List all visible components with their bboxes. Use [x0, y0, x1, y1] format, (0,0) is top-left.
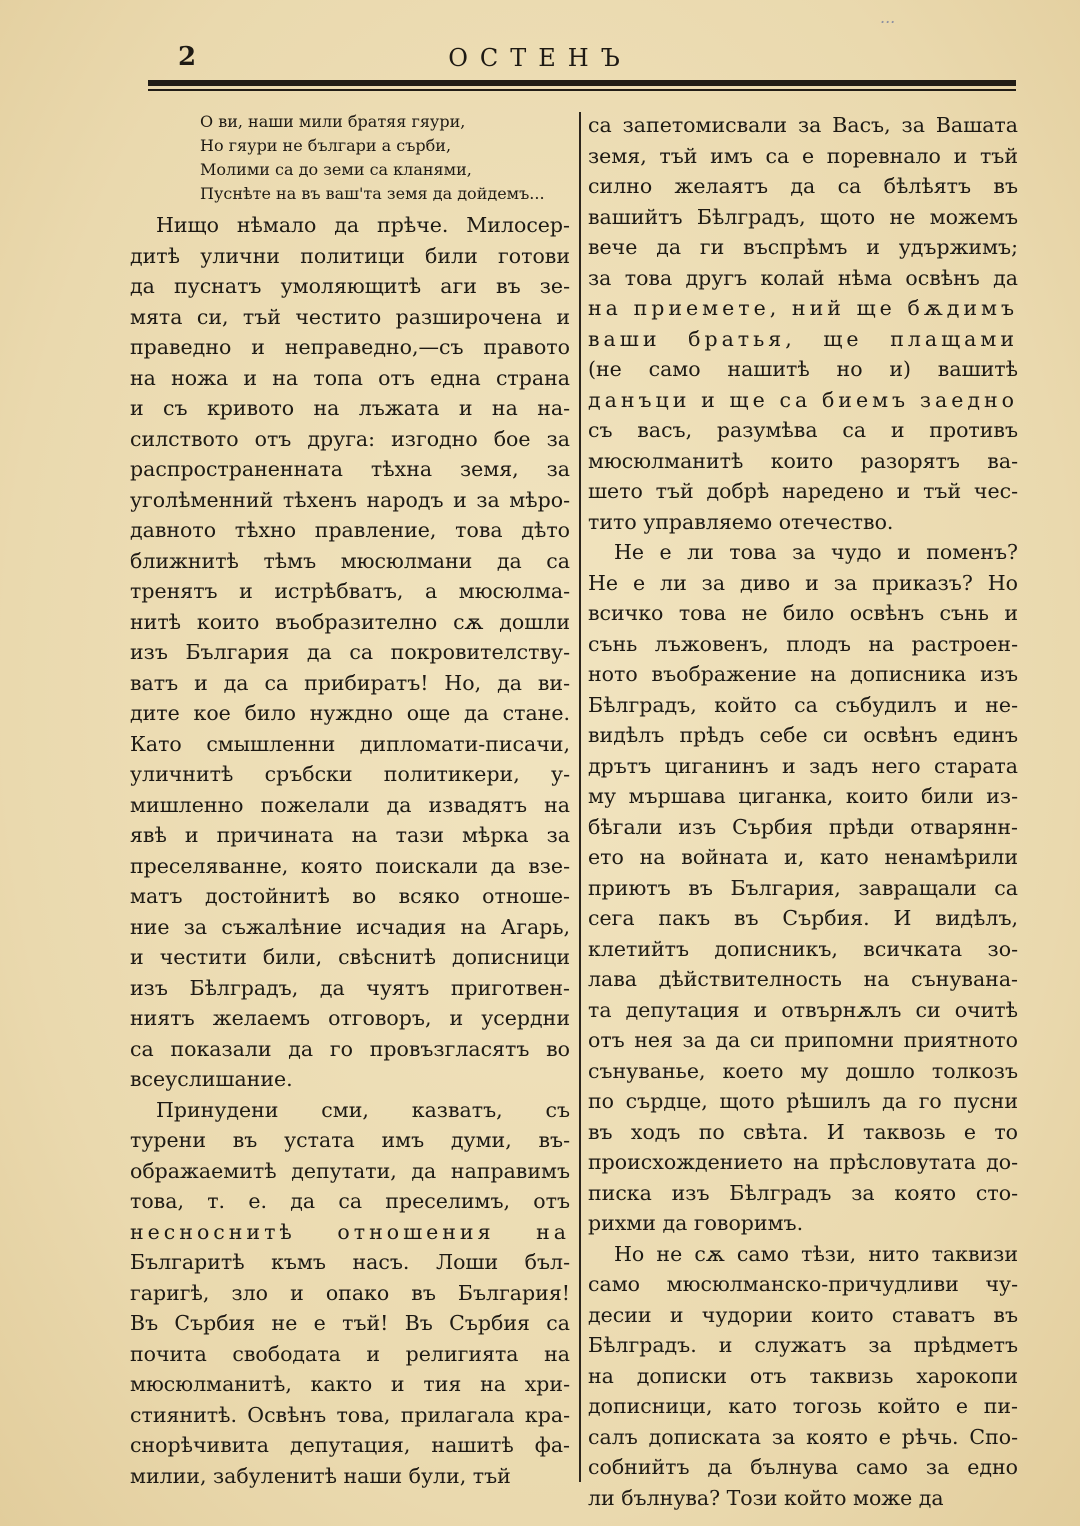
- text-line: преселяванне, която поискали да взе-: [130, 853, 570, 878]
- text-line: Въ Сърбия не е тъй! Въ Сърбия са: [130, 1311, 570, 1335]
- text-line: на ножа и на топа отъ една страна: [130, 365, 570, 390]
- text-line: Бѣлградъ, който са събудилъ и не-: [588, 692, 1018, 717]
- text-line: мята си, тъй честито разширочена и: [130, 304, 570, 329]
- text-line: ето на войната и, като ненамѣрили: [588, 845, 1018, 869]
- text-line: шето тъй добрѣ наредено и тъй чес-: [588, 479, 1018, 503]
- poem-stanza: [200, 110, 570, 206]
- text-line: происхождението на прѣсловутата до-: [588, 1150, 1018, 1174]
- text-line: земя, тъй имъ са е поревнало и тъй: [588, 143, 1018, 168]
- poem-line: Молими са до земи са кланями,: [200, 160, 472, 179]
- text-line: бѣгали изъ Сърбия прѣди отварянн-: [588, 814, 1018, 839]
- right-column-text: [588, 110, 1018, 1513]
- text-line: по сърдце, щото рѣшилъ да го пусни: [588, 1089, 1018, 1113]
- text-line: и честити били, свѣснитѣ дописници: [130, 945, 570, 969]
- text-line: мюсюлманитѣ, както и тия на хри-: [130, 1372, 570, 1396]
- text-line: почита свободата и религията на: [130, 1341, 570, 1366]
- text-line: распространенната тѣхна земя, за: [130, 457, 570, 481]
- page-number: 2: [178, 42, 197, 72]
- text-line: Принудени сми, казватъ, съ: [156, 1097, 570, 1122]
- text-line: матъ достойнитѣ во всяко отноше-: [130, 884, 570, 908]
- text-line: праведно и неправедно,—съ правото: [130, 335, 570, 359]
- text-line: да пуснатъ умоляющитѣ аги въ зе-: [130, 274, 570, 298]
- text-line: Но не сѫ само тѣзи, нито таквизи: [614, 1241, 1018, 1266]
- text-line: дитѣ улични политици били готови: [130, 243, 570, 268]
- text-line: снорѣчивита депутация, нашитѣ фа-: [130, 1433, 570, 1457]
- text-line: лава дѣйствителность на сънувана-: [588, 967, 1018, 991]
- text-line: са запетомисвали за Васъ, за Вашата: [588, 113, 1018, 137]
- text-line: Българитѣ къмъ насъ. Лоши бъл-: [130, 1250, 570, 1274]
- text-line: изъ България да са покровителству-: [130, 640, 570, 664]
- text-line: са показали да го провъзгласятъ во: [130, 1036, 570, 1061]
- text-line: турени въ устата имъ думи, въ-: [130, 1128, 570, 1152]
- text-line: явѣ и причината на тази мѣрка за: [130, 823, 570, 847]
- text-line: отъ нея за да си припомни приятното: [588, 1028, 1018, 1052]
- text-line: ображаемитѣ депутати, да направимъ: [130, 1158, 570, 1183]
- text-line: клетийтъ дописникъ, всичката зо-: [588, 936, 1018, 961]
- text-line: сънь лъжовенъ, плодъ на растроен-: [588, 631, 1018, 656]
- text-line: тренятъ и истрѣбватъ, а мюсюлма-: [130, 579, 570, 603]
- text-line: силството отъ друга: изгодно бое за: [130, 426, 570, 451]
- text-line: всичко това не било освѣнъ сънь и: [588, 601, 1018, 625]
- text-line: дите кое било нуждно още да стане.: [130, 701, 570, 725]
- text-line: силно желаятъ да са бѣлѣятъ въ: [588, 174, 1018, 198]
- text-line: само мюсюлманско-причудливи чу-: [588, 1272, 1018, 1296]
- text-line: за това другъ колай нѣма освѣнъ да: [588, 265, 1018, 290]
- text-line: му мършава циганка, които били из-: [588, 784, 1018, 808]
- text-line: съ васъ, разумѣва са и противъ: [588, 418, 1018, 442]
- text-line: ниятъ желаемъ отговоръ, и усердни: [130, 1006, 570, 1030]
- text-line: ние за съжалѣние исчадия на Агарь,: [130, 914, 570, 939]
- text-line: десии и чудории които ставатъ въ: [588, 1302, 1018, 1327]
- text-line: рихми да говоримъ.: [588, 1211, 804, 1235]
- right-column: [588, 110, 1018, 1513]
- text-line: уголѣменний тѣхенъ народъ и за мѣро-: [130, 487, 570, 512]
- text-line: дописници, като тогозь който е пи-: [588, 1394, 1018, 1418]
- left-column: [130, 110, 570, 1491]
- text-line: ваши братья, ще плащами: [588, 326, 1018, 351]
- text-line: мюсюлманитѣ които разорятъ ва-: [588, 448, 1018, 473]
- text-line: сега пакъ въ Сърбия. И видѣлъ,: [588, 906, 1018, 930]
- text-line: та депутация и отвърнѫлъ си очитѣ: [588, 997, 1018, 1022]
- newspaper-title: ОСТЕНЪ: [448, 44, 632, 72]
- text-line: и съ кривото на лъжата и на на-: [130, 396, 570, 420]
- text-line: това, т. е. да са преселимъ, отъ: [130, 1189, 570, 1213]
- text-line: въ ходъ по свѣта. И таквозь е то: [588, 1119, 1018, 1144]
- text-line: всеуслишание.: [130, 1067, 293, 1091]
- text-line: на дописки отъ таквизь харокопи: [588, 1363, 1018, 1388]
- text-line: стиянитѣ. Освѣнъ това, прилагала кра-: [130, 1402, 570, 1427]
- poem-line: Пуснѣте на въ ваш'та земя да дойдемъ...: [200, 184, 545, 203]
- text-line: мишленно пожелали да извадятъ на: [130, 792, 570, 817]
- text-line: собнийтъ да бълнува само за едно: [588, 1455, 1018, 1479]
- text-line: тито управляемо отечество.: [588, 509, 894, 534]
- text-line: вашийтъ Бѣлградъ, щото не можемъ: [588, 204, 1018, 229]
- header-rule-thin: [148, 89, 1016, 91]
- poem-line: О ви, наши мили братяя гяури,: [200, 112, 466, 131]
- text-line: милии, забуленитѣ наши були, тъй: [130, 1463, 511, 1488]
- text-line: давното тѣхно правление, това дѣто: [130, 518, 570, 542]
- text-line: дрътъ циганинъ и задъ него старата: [588, 753, 1018, 778]
- text-line: вече да ги въспрѣмъ и удържимъ;: [588, 235, 1018, 259]
- text-line: ли бълнува? Този който може да: [588, 1485, 944, 1510]
- column-divider: [579, 112, 581, 1482]
- text-line: данъци и ще са биемъ заедно: [588, 387, 1018, 412]
- left-column-text: [130, 210, 570, 1491]
- text-line: Не е ли това за чудо и поменъ?: [614, 540, 1018, 564]
- text-line: Като смышленни дипломати-писачи,: [130, 731, 570, 756]
- text-line: сънуванье, което му дошло толкозъ: [588, 1058, 1018, 1083]
- text-line: нитѣ които въобразително сѫ дошли: [130, 609, 570, 634]
- header-rule-thick: [148, 80, 1016, 86]
- text-line: Бѣлградъ. и служатъ за прѣдметъ: [588, 1333, 1018, 1357]
- handwritten-margin-note: ...: [880, 8, 896, 27]
- text-line: ното въображение на дописника изъ: [588, 662, 1018, 686]
- text-line: видѣлъ прѣдъ себе си освѣнъ единъ: [588, 723, 1018, 747]
- text-line: Нищо нѣмало да прѣче. Милосер-: [156, 213, 570, 237]
- text-line: несноснитѣ отношения на: [130, 1219, 570, 1244]
- text-line: гаригѣ, зло и опако въ България!: [130, 1280, 570, 1305]
- poem-line: Но гяури не българи а сърби,: [200, 136, 452, 155]
- text-line: (не само нашитѣ но и) вашитѣ: [588, 357, 1018, 381]
- text-line: изъ Бѣлградъ, да чуятъ приготвен-: [130, 975, 570, 1000]
- text-line: приютъ въ България, завращали са: [588, 875, 1018, 900]
- text-line: на приемете, ний ще бѫдимъ: [588, 296, 1018, 320]
- text-line: уличнитѣ сръбски политикери, у-: [130, 762, 570, 786]
- text-line: писка изъ Бѣлградъ за която сто-: [588, 1180, 1018, 1205]
- text-line: ближнитѣ тѣмъ мюсюлмани да са: [130, 548, 570, 573]
- text-line: салъ дописката за която е рѣчь. Спо-: [588, 1424, 1018, 1449]
- text-line: ватъ и да са прибиратъ! Но, да ви-: [130, 670, 570, 695]
- text-line: Не е ли за диво и за приказъ? Но: [588, 570, 1018, 595]
